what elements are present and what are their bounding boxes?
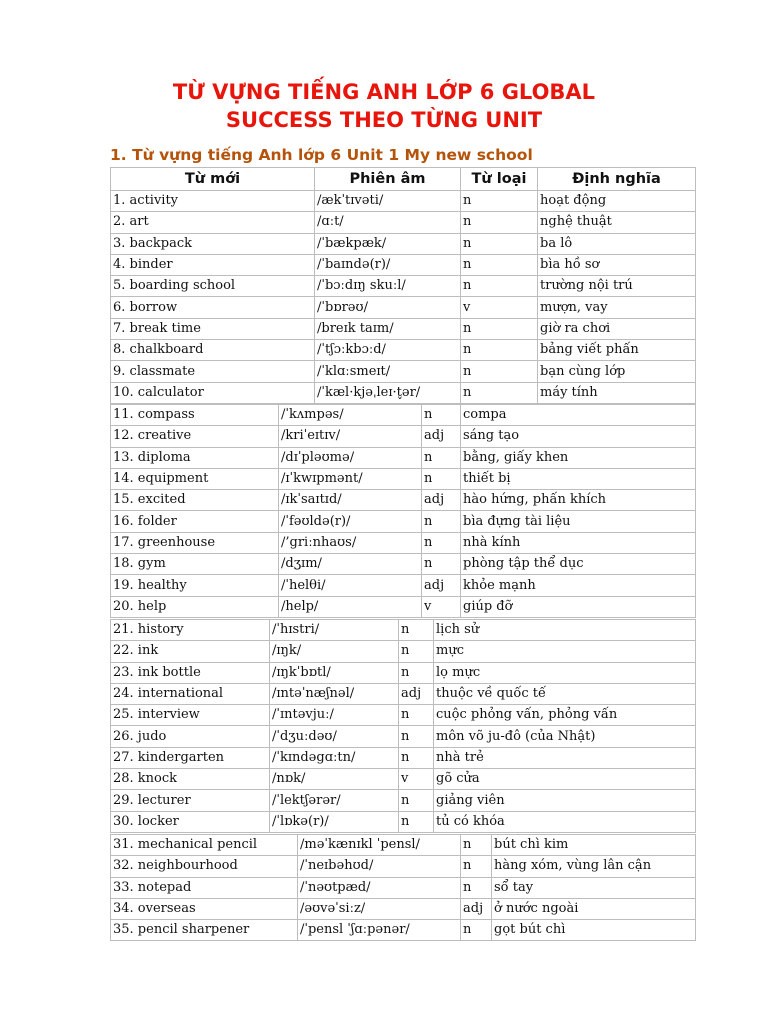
table-row (111, 705, 696, 726)
definition-cell: giảng viên (434, 790, 696, 811)
definition-cell: gọt bút chì (492, 920, 696, 941)
pronunciation-cell: /ˈneɪbəhʊd/ (298, 856, 461, 877)
word-type-cell: n (461, 318, 538, 339)
definition-cell: lịch sử (434, 620, 696, 641)
header-word-type: Từ loại (461, 168, 538, 191)
word-cell: 14. equipment (111, 468, 279, 489)
table-row (111, 490, 696, 511)
word-type-cell: adj (461, 898, 492, 919)
pronunciation-cell: /ˈtʃɔːkbɔːd/ (315, 340, 461, 361)
table-row (111, 811, 696, 832)
definition-cell: bút chì kim (492, 835, 696, 856)
title-line-1: TỪ VỰNG TIẾNG ANH LỚP 6 GLOBAL (172, 80, 596, 104)
word-cell: 13. diploma (111, 447, 279, 468)
word-type-cell: n (461, 340, 538, 361)
definition-cell: gõ cửa (434, 769, 696, 790)
word-type-cell: n (461, 920, 492, 941)
word-type-cell: n (399, 620, 434, 641)
header-definition: Định nghĩa (538, 168, 696, 191)
word-type-cell: adj (399, 683, 434, 704)
word-type-cell: n (422, 447, 461, 468)
word-cell: 30. locker (111, 811, 270, 832)
word-cell: 29. lecturer (111, 790, 270, 811)
table-row (111, 790, 696, 811)
table-row (111, 405, 696, 426)
word-type-cell: n (399, 662, 434, 683)
pronunciation-cell: /ˈpensl ˈʃɑːpənər/ (298, 920, 461, 941)
definition-cell: mượn, vay (538, 297, 696, 318)
pronunciation-cell: /ˈkɪndəgɑːtn/ (270, 747, 399, 768)
pronunciation-cell: /ˈhelθi/ (279, 575, 422, 596)
word-cell: 6. borrow (111, 297, 315, 318)
definition-cell: cuộc phỏng vấn, phỏng vấn (434, 705, 696, 726)
table-row (111, 877, 696, 898)
word-type-cell: n (422, 468, 461, 489)
table-row (111, 191, 696, 212)
word-type-cell: n (461, 856, 492, 877)
definition-cell: nhà kính (461, 532, 696, 553)
word-type-cell: n (422, 532, 461, 553)
definition-cell: thuộc về quốc tế (434, 683, 696, 704)
table-row (111, 361, 696, 382)
definition-cell: giúp đỡ (461, 596, 696, 617)
word-cell: 17. greenhouse (111, 532, 279, 553)
pronunciation-cell: /dʒɪm/ (279, 554, 422, 575)
word-cell: 19. healthy (111, 575, 279, 596)
pronunciation-cell: /help/ (279, 596, 422, 617)
pronunciation-cell: /ɪntəˈnæʃnəl/ (270, 683, 399, 704)
definition-cell: khỏe mạnh (461, 575, 696, 596)
table-row (111, 596, 696, 617)
word-cell: 12. creative (111, 426, 279, 447)
table-row (111, 920, 696, 941)
table-row (111, 856, 696, 877)
word-type-cell: n (422, 554, 461, 575)
word-type-cell: n (399, 726, 434, 747)
pronunciation-cell: /ækˈtɪvəti/ (315, 191, 461, 212)
word-cell: 22. ink (111, 641, 270, 662)
word-cell: 7. break time (111, 318, 315, 339)
pronunciation-cell: /ɑːt/ (315, 212, 461, 233)
table-row (111, 233, 696, 254)
table-row (111, 426, 696, 447)
word-cell: 24. international (111, 683, 270, 704)
table-row (111, 468, 696, 489)
pronunciation-cell: /ˈbaɪndə(r)/ (315, 254, 461, 275)
word-cell: 10. calculator (111, 382, 315, 403)
word-type-cell: n (422, 511, 461, 532)
definition-cell: ba lô (538, 233, 696, 254)
definition-cell: bìa hồ sơ (538, 254, 696, 275)
word-type-cell: v (461, 297, 538, 318)
pronunciation-cell: /ˈlɒkə(r)/ (270, 811, 399, 832)
table-row (111, 382, 696, 403)
word-type-cell: n (461, 276, 538, 297)
pronunciation-cell: /ˈklɑːsmeɪt/ (315, 361, 461, 382)
pronunciation-cell: /ˈfəʊldə(r)/ (279, 511, 422, 532)
word-type-cell: adj (422, 490, 461, 511)
table-header-row (111, 168, 696, 191)
word-type-cell: n (399, 641, 434, 662)
pronunciation-cell: /’griːnhaʊs/ (279, 532, 422, 553)
definition-cell: compa (461, 405, 696, 426)
table-row (111, 683, 696, 704)
pronunciation-cell: /nɒk/ (270, 769, 399, 790)
word-type-cell: n (399, 705, 434, 726)
word-cell: 33. notepad (111, 877, 298, 898)
word-cell: 26. judo (111, 726, 270, 747)
table-row (111, 318, 696, 339)
table-row (111, 254, 696, 275)
table-row (111, 511, 696, 532)
definition-cell: môn võ ju-đô (của Nhật) (434, 726, 696, 747)
definition-cell: bảng viết phấn (538, 340, 696, 361)
pronunciation-cell: /dɪˈpləʊmə/ (279, 447, 422, 468)
table-row (111, 532, 696, 553)
pronunciation-cell: /ˈkæl·kjəˌleɪ·t̬ər/ (315, 382, 461, 403)
pronunciation-cell: /əʊvəˈsiːz/ (298, 898, 461, 919)
table-row (111, 620, 696, 641)
pronunciation-cell: /ɪŋk/ (270, 641, 399, 662)
table-row (111, 575, 696, 596)
word-cell: 2. art (111, 212, 315, 233)
word-cell: 1. activity (111, 191, 315, 212)
vocab-table-4 (110, 834, 696, 941)
pronunciation-cell: /ˈbɒrəʊ/ (315, 297, 461, 318)
table-row (111, 747, 696, 768)
word-type-cell: n (461, 382, 538, 403)
definition-cell: tủ có khóa (434, 811, 696, 832)
word-cell: 4. binder (111, 254, 315, 275)
word-type-cell: n (461, 254, 538, 275)
table-row (111, 726, 696, 747)
pronunciation-cell: /breɪk taɪm/ (315, 318, 461, 339)
word-cell: 32. neighbourhood (111, 856, 298, 877)
definition-cell: phòng tập thể dục (461, 554, 696, 575)
word-cell: 18. gym (111, 554, 279, 575)
table-row (111, 340, 696, 361)
word-cell: 25. interview (111, 705, 270, 726)
pronunciation-cell: /ˈbækpæk/ (315, 233, 461, 254)
vocab-table-3 (110, 619, 696, 833)
definition-cell: thiết bị (461, 468, 696, 489)
definition-cell: bằng, giấy khen (461, 447, 696, 468)
word-cell: 35. pencil sharpener (111, 920, 298, 941)
pronunciation-cell: /ˈkʌmpəs/ (279, 405, 422, 426)
pronunciation-cell: /ˈnəʊtpæd/ (298, 877, 461, 898)
word-cell: 5. boarding school (111, 276, 315, 297)
word-type-cell: n (461, 212, 538, 233)
definition-cell: máy tính (538, 382, 696, 403)
table-row (111, 276, 696, 297)
pronunciation-cell: /ɪˈkwɪpmənt/ (279, 468, 422, 489)
pronunciation-cell: /ˈɪntəvjuː/ (270, 705, 399, 726)
word-type-cell: n (461, 361, 538, 382)
table-row (111, 662, 696, 683)
word-type-cell: n (399, 747, 434, 768)
table-row (111, 641, 696, 662)
definition-cell: mực (434, 641, 696, 662)
word-type-cell: n (399, 811, 434, 832)
pronunciation-cell: /ˈhɪstri/ (270, 620, 399, 641)
title-line-2: SUCCESS THEO TỪNG UNIT (225, 108, 543, 132)
pronunciation-cell: /ˈbɔːdɪŋ skuːl/ (315, 276, 461, 297)
word-cell: 28. knock (111, 769, 270, 790)
definition-cell: sáng tạo (461, 426, 696, 447)
definition-cell: ở nước ngoài (492, 898, 696, 919)
word-type-cell: v (399, 769, 434, 790)
definition-cell: hoạt động (538, 191, 696, 212)
word-cell: 23. ink bottle (111, 662, 270, 683)
definition-cell: lọ mực (434, 662, 696, 683)
definition-cell: hào hứng, phấn khích (461, 490, 696, 511)
word-cell: 20. help (111, 596, 279, 617)
pronunciation-cell: /ˈlektʃərər/ (270, 790, 399, 811)
header-new-word: Từ mới (111, 168, 315, 191)
table-row (111, 447, 696, 468)
definition-cell: trường nội trú (538, 276, 696, 297)
document-title (0, 78, 768, 134)
table-row (111, 835, 696, 856)
definition-cell: hàng xóm, vùng lân cận (492, 856, 696, 877)
pronunciation-cell: /kriˈeɪtɪv/ (279, 426, 422, 447)
vocab-table-1 (110, 167, 696, 404)
definition-cell: sổ tay (492, 877, 696, 898)
word-cell: 3. backpack (111, 233, 315, 254)
section-heading: 1. Từ vựng tiếng Anh lớp 6 Unit 1 My new school (110, 146, 533, 164)
definition-cell: nhà trẻ (434, 747, 696, 768)
word-cell: 34. overseas (111, 898, 298, 919)
table-row (111, 554, 696, 575)
word-cell: 8. chalkboard (111, 340, 315, 361)
word-cell: 21. history (111, 620, 270, 641)
header-pronunciation: Phiên âm (315, 168, 461, 191)
word-type-cell: adj (422, 575, 461, 596)
table-row (111, 898, 696, 919)
pronunciation-cell: /ˈdʒuːdəʊ/ (270, 726, 399, 747)
pronunciation-cell: /məˈkænɪkl ˈpensl/ (298, 835, 461, 856)
vocab-table-2 (110, 404, 696, 618)
word-type-cell: n (461, 877, 492, 898)
word-cell: 11. compass (111, 405, 279, 426)
pronunciation-cell: /ɪkˈsaɪtɪd/ (279, 490, 422, 511)
definition-cell: nghệ thuật (538, 212, 696, 233)
pronunciation-cell: /ɪŋkˈbɒtl/ (270, 662, 399, 683)
word-type-cell: n (399, 790, 434, 811)
word-type-cell: n (461, 233, 538, 254)
word-type-cell: v (422, 596, 461, 617)
word-cell: 9. classmate (111, 361, 315, 382)
word-cell: 16. folder (111, 511, 279, 532)
word-type-cell: adj (422, 426, 461, 447)
definition-cell: bìa đựng tài liệu (461, 511, 696, 532)
word-type-cell: n (461, 191, 538, 212)
word-cell: 31. mechanical pencil (111, 835, 298, 856)
word-cell: 15. excited (111, 490, 279, 511)
word-cell: 27. kindergarten (111, 747, 270, 768)
table-row (111, 297, 696, 318)
definition-cell: giờ ra chơi (538, 318, 696, 339)
word-type-cell: n (461, 835, 492, 856)
definition-cell: bạn cùng lớp (538, 361, 696, 382)
table-row (111, 769, 696, 790)
word-type-cell: n (422, 405, 461, 426)
table-row (111, 212, 696, 233)
